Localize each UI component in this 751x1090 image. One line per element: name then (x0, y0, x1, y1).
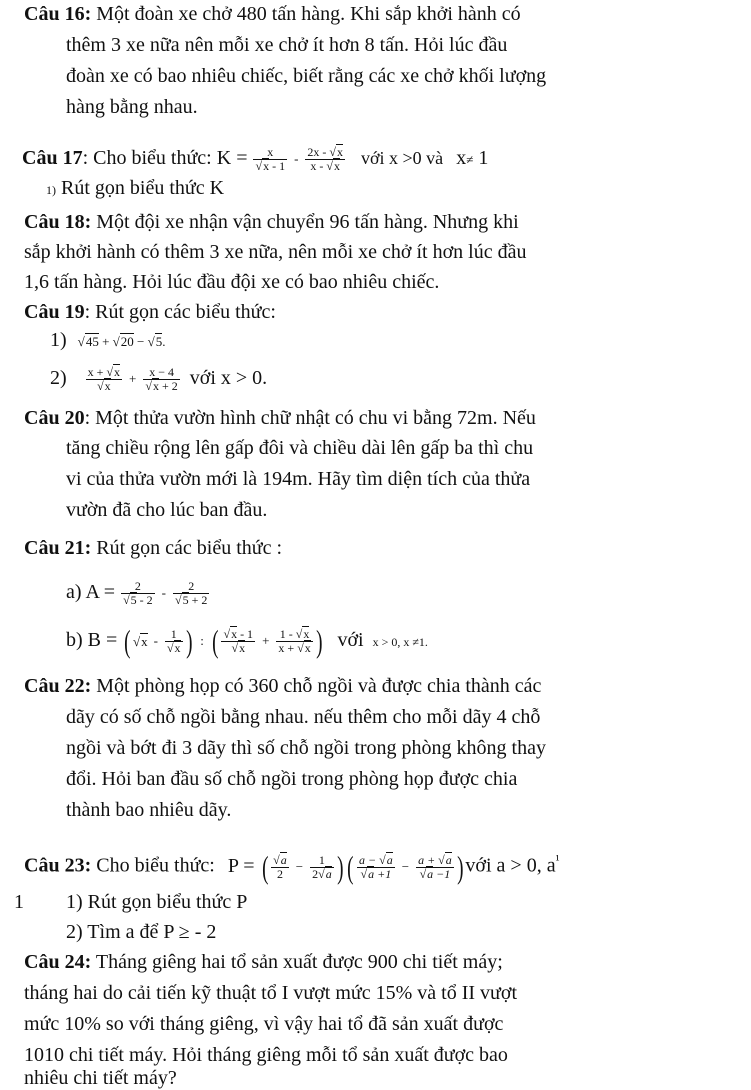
q17-fraction-2: $\frac{2x - √x}{x - √x}$ (307, 144, 344, 173)
q22-line-4: đổi. Hỏi ban đầu số chỗ ngồi trong phòng họp được chia (66, 768, 518, 790)
q24-line-5: nhiêu chi tiết máy? (24, 1067, 177, 1089)
q23-fraction-4: $\frac{a + √a}{√a -1}$ (418, 852, 452, 881)
q24-line-2: tháng hai do cải tiến kỹ thuật tổ I vượt mức 15% và tổ II vượt (24, 982, 518, 1004)
q22-label: Câu 22: (24, 675, 92, 697)
q23-subtask-1: 1) Rút gọn biểu thức P (66, 891, 248, 913)
q23-fraction-2: $\frac{1}{2√a}$ (312, 852, 332, 881)
q22-line-5: thành bao nhiêu dãy. (66, 799, 232, 821)
q21-a-fraction-2: $\frac{2}{√5 + 2}$ (175, 578, 208, 607)
q17-fraction-1: $\frac{x}{√x - 1}$ (255, 144, 286, 173)
q24-line-1: Câu 24: Tháng giêng hai tổ sản xuất được 900 chi tiết máy; (24, 951, 503, 973)
q20-line-4: vườn đã cho lúc ban đầu. (66, 499, 268, 521)
q16-label: Câu 16: (24, 3, 92, 25)
q24-label: Câu 24: (24, 951, 92, 973)
q17-label: Câu 17 (22, 147, 83, 169)
q21-title: Câu 21: Rút gọn các biểu thức : (24, 537, 283, 559)
q21-b-fraction-3: $\frac{1 - √x}{x + √x}$ (278, 626, 311, 655)
q16-line-3: đoàn xe có bao nhiêu chiếc, biết rằng các xe chở khối lượng (66, 65, 547, 87)
q21-label: Câu 21: (24, 537, 92, 559)
q23-fraction-3: $\frac{a - √a}{√a +1}$ (359, 852, 393, 881)
q22-line-1: Câu 22: Một phòng họp có 360 chỗ ngồi và được chia thành các (24, 675, 542, 697)
q21-b-fraction-1: $\frac{1}{√x}$ (166, 626, 181, 655)
q19-title: Câu 19: Rút gọn các biểu thức: (24, 301, 276, 323)
q18-line-3: 1,6 tấn hàng. Hỏi lúc đầu đội xe có bao nhiêu chiếc. (24, 271, 440, 293)
q24-line-3: mức 10% so với tháng giêng, vì vậy hai tổ đã sản xuất được (24, 1013, 504, 1035)
q23-subtask-2: 2) Tìm a để P ≥ - 2 (66, 921, 217, 943)
q20-line-1: Câu 20: Một thửa vườn hình chữ nhật có chu vi bằng 72m. Nếu (24, 407, 536, 429)
q19-item-1: 1) √45 + √20 − √5. (50, 329, 166, 351)
q23-label: Câu 23: (24, 854, 92, 877)
q17-subtask: 1) Rút gọn biểu thức K (46, 177, 225, 199)
q23-line: Câu 23: Cho biểu thức: P = ( $\frac{√a}{2}$ − $\frac{1}{2√a}$ ) ( $\frac{a - √a}{√a +1}$ − $\frac{a + √a}{√a -1}$ ) với a > 0, $a^{^1}$ (24, 849, 560, 886)
q21-a-fraction-1: $\frac{2}{√5 - 2}$ (123, 578, 153, 607)
q18-line-2: sắp khởi hành có thêm 3 xe nữa, nên mỗi xe chở ít hơn lúc đầu (24, 241, 527, 263)
q21-item-a: a) A = $\frac{2}{√5 - 2}$ - $\frac{2}{√5 + 2}$ (66, 578, 208, 607)
q19-fraction-1: $\frac{x + √x}{√x}$ (87, 364, 121, 393)
q23-stray-number: 1 (14, 891, 24, 913)
q16-line-4: hàng bằng nhau. (66, 96, 198, 118)
q20-label: Câu 20 (24, 407, 85, 429)
q19-item-2: 2) $\frac{x + √x}{√x}$ + $\frac{x - 4}{√x + 2}$ với x > 0. (50, 364, 268, 393)
q18-label: Câu 18: (24, 211, 92, 233)
q21-b-fraction-2: $\frac{√x - 1}{√x}$ (223, 626, 254, 655)
q20-line-3: vi của thửa vườn mới là 194m. Hãy tìm diện tích của thửa (66, 468, 531, 490)
q19-fraction-2: $\frac{x - 4}{√x + 2}$ (145, 364, 178, 393)
q19-label: Câu 19 (24, 301, 85, 323)
q20-line-2: tăng chiều rộng lên gấp đôi và chiều dài lên gấp ba thì chu (66, 437, 534, 459)
q22-line-3: ngồi và bớt đi 3 dãy thì số chỗ ngồi trong phòng không thay (66, 737, 546, 759)
q17-line: Câu 17: Cho biểu thức: K = $\frac{x}{√x - 1}$ - $\frac{2x - √x}{x - √x}$ với x >0 và x≠ 1 (22, 144, 489, 173)
q16-line-2: thêm 3 xe nữa nên mỗi xe chở ít hơn 8 tấn. Hỏi lúc đầu (66, 34, 508, 56)
q23-fraction-1: $\frac{√a}{2}$ (273, 852, 287, 881)
q16-line-1: Câu 16: Một đoàn xe chở 480 tấn hàng. Khi sắp khởi hành có (24, 3, 521, 25)
q21-item-b: b) B = ( √x - $\frac{1}{√x}$ ) : ( $\frac{√x - 1}{√x}$ + $\frac{1 - √x}{x + √x}$ ) với x > 0, x ≠1. (66, 623, 428, 660)
q24-line-4: 1010 chi tiết máy. Hỏi tháng giêng mỗi tổ sản xuất được bao (24, 1044, 508, 1066)
q22-line-2: dãy có số chỗ ngồi bằng nhau. nếu thêm cho mỗi dãy 4 chỗ (66, 706, 541, 728)
q18-line-1: Câu 18: Một đội xe nhận vận chuyển 96 tấn hàng. Nhưng khi (24, 211, 519, 233)
